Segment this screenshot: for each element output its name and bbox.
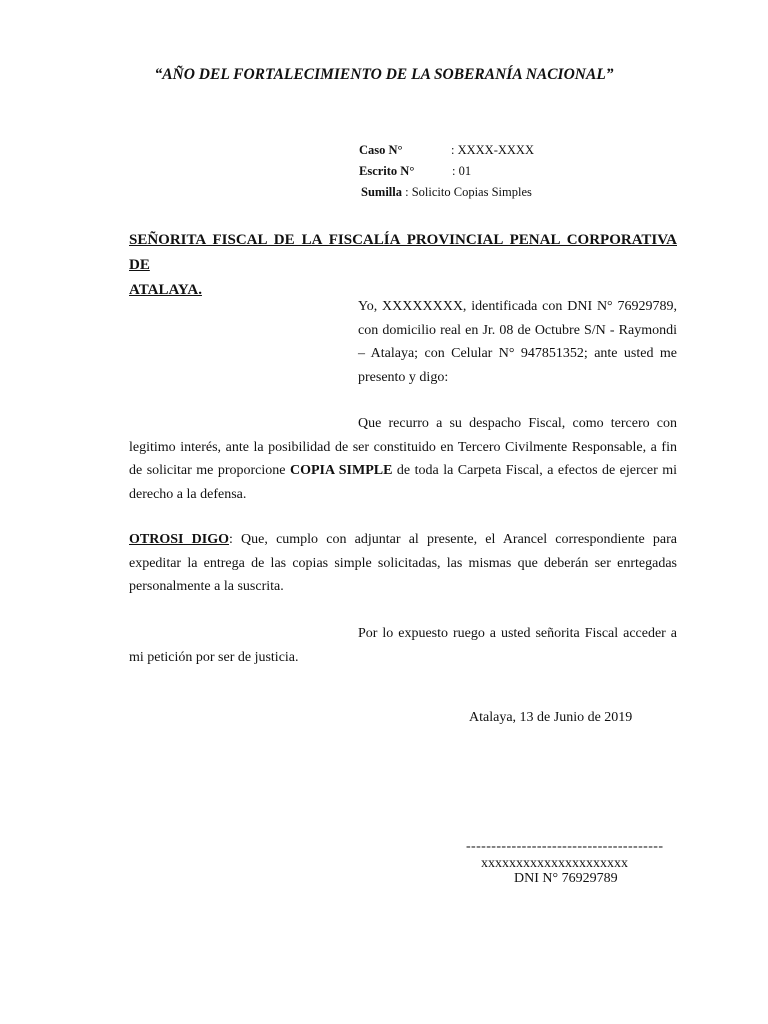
case-number-label: Caso N° — [359, 143, 403, 157]
signature-rule: --------------------------------------- — [466, 839, 664, 854]
copia-simple-emphasis: COPIA SIMPLE — [289, 463, 393, 478]
closing-line-2: mi petición por ser de justicia. — [129, 649, 299, 665]
addressee-line-2: ATALAYA. — [129, 282, 202, 298]
otrosi-line-3: personalmente a la suscrita. — [129, 579, 284, 594]
intro-line-4: presento y digo: — [358, 369, 449, 385]
petition-line-3 — [129, 459, 677, 483]
otrosi-line-2: expeditar la entrega de las copias simple solicitadas, las mismas que deberán ser enrtegadas — [129, 555, 677, 571]
otrosi-line-1 — [129, 528, 677, 552]
addressee-line-1: SEÑORITA FISCAL DE LA FISCALÍA PROVINCIAL PENAL CORPORATIVA DE — [129, 232, 677, 273]
motto-heading: “AÑO DEL FORTALECIMIENTO DE LA SOBERANÍA NACIONAL” — [154, 66, 614, 83]
signature-name: xxxxxxxxxxxxxxxxxxxxx — [481, 856, 628, 871]
summary-label: Sumilla — [361, 185, 402, 199]
case-number-value: : XXXX-XXXX — [451, 143, 534, 157]
otrosi-line-1-rest: : Que, cumplo con adjuntar al presente, el Arancel correspondiente para — [228, 532, 677, 547]
summary-row — [361, 185, 532, 200]
intro-line-3: – Atalaya; con Celular N° 947851352; ante usted me — [358, 346, 677, 361]
petition-line-3-start: de solicitar me proporcione — [129, 463, 290, 478]
petition-line-2: legitimo interés, ante la posibilidad de ser constituido en Tercero Civilmente Responsable, a fin — [129, 439, 677, 455]
date-line: Atalaya, 13 de Junio de 2019 — [469, 710, 633, 725]
filing-number-label: Escrito N° — [359, 164, 415, 178]
summary-value: : Solicito Copias Simples — [405, 185, 532, 199]
otrosi-label: OTROSI DIGO — [129, 532, 229, 547]
petition-line-3-end: de toda la Carpeta Fiscal, a efectos de ejercer mi — [392, 463, 678, 478]
filing-number-value: : 01 — [452, 164, 472, 178]
intro-line-2: con domicilio real en Jr. 08 de Octubre S/N - Raymondi — [358, 322, 677, 338]
petition-line-1: Que recurro a su despacho Fiscal, como tercero con — [358, 416, 677, 431]
filing-number-row — [0, 164, 768, 182]
addressee-heading — [129, 228, 677, 303]
case-number-row — [0, 143, 768, 161]
closing-line-1: Por lo expuesto ruego a usted señorita Fiscal acceder a — [358, 626, 677, 641]
petition-line-4: derecho a la defensa. — [129, 486, 247, 502]
signature-dni: DNI N° 76929789 — [514, 871, 618, 886]
intro-line-1: Yo, XXXXXXXX, identificada con DNI N° 76929789, — [358, 299, 677, 314]
